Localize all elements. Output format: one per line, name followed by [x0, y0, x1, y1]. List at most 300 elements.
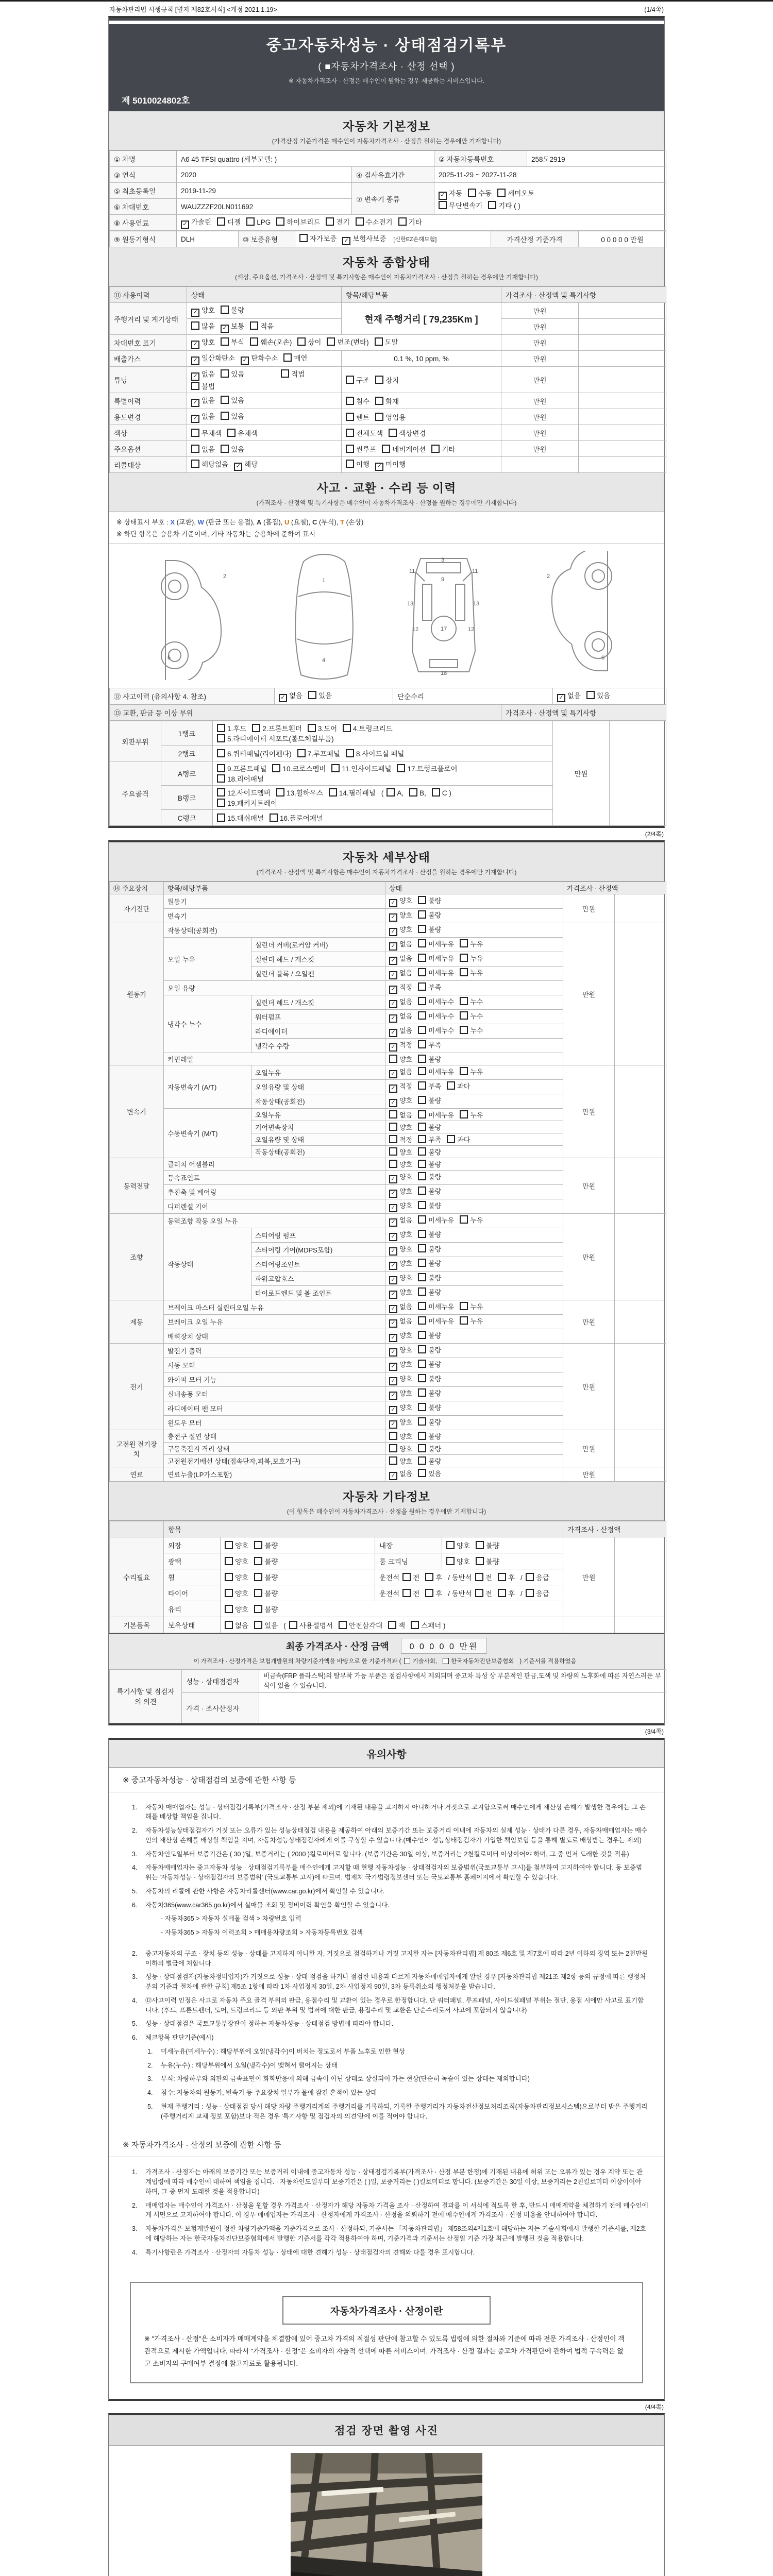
checkbox-checked[interactable] — [389, 1305, 397, 1313]
checkbox-unchecked[interactable] — [343, 724, 351, 732]
checkbox-unchecked[interactable] — [418, 1187, 426, 1195]
checkbox-unchecked[interactable] — [402, 1589, 411, 1597]
checkbox-unchecked[interactable] — [254, 1621, 262, 1629]
checkbox-option[interactable] — [217, 748, 292, 758]
checkbox-unchecked[interactable] — [418, 1215, 426, 1224]
checkbox-unchecked[interactable] — [446, 1557, 455, 1565]
checkbox-option[interactable] — [346, 748, 404, 758]
checkbox-option[interactable] — [389, 1066, 412, 1078]
checkbox-option[interactable] — [375, 336, 398, 347]
checkbox-option[interactable] — [254, 1540, 278, 1550]
checkbox-option[interactable] — [254, 1556, 278, 1566]
checkbox-unchecked[interactable] — [191, 321, 199, 330]
checkbox-option[interactable] — [217, 216, 241, 227]
checkbox-unchecked[interactable] — [346, 460, 354, 468]
checkbox-option[interactable] — [356, 216, 393, 227]
checkbox-option[interactable] — [439, 188, 462, 200]
checkbox-option[interactable] — [388, 1620, 405, 1630]
checkbox-option[interactable] — [389, 1147, 412, 1157]
checkbox-option[interactable] — [389, 1388, 412, 1400]
checkbox-unchecked[interactable] — [386, 788, 395, 796]
checkbox-unchecked[interactable] — [191, 445, 199, 453]
checkbox-unchecked[interactable] — [225, 1589, 233, 1597]
checkbox-option[interactable] — [460, 1215, 483, 1225]
checkbox-option[interactable] — [375, 375, 399, 385]
checkbox-checked[interactable] — [389, 1319, 397, 1328]
checkbox-option[interactable] — [389, 1330, 412, 1342]
checkbox-checked[interactable] — [389, 1363, 397, 1371]
checkbox-option[interactable] — [418, 1172, 441, 1181]
checkbox-checked[interactable] — [342, 237, 350, 245]
checkbox-option[interactable] — [225, 1620, 248, 1630]
checkbox-checked[interactable] — [389, 1204, 397, 1212]
checkbox-option[interactable] — [327, 336, 368, 347]
checkbox-option[interactable] — [468, 188, 492, 198]
checkbox-checked[interactable] — [191, 399, 199, 407]
checkbox-unchecked[interactable] — [389, 429, 397, 437]
checkbox-unchecked[interactable] — [411, 1621, 419, 1629]
checkbox-option[interactable] — [389, 924, 412, 936]
checkbox-option[interactable] — [476, 1540, 499, 1550]
checkbox-unchecked[interactable] — [418, 1374, 426, 1382]
checkbox-option[interactable] — [526, 1588, 549, 1598]
checkbox-option[interactable] — [418, 1122, 441, 1132]
checkbox-option[interactable] — [289, 1620, 333, 1630]
checkbox-option[interactable] — [418, 1444, 441, 1453]
checkbox-option[interactable] — [389, 1456, 412, 1466]
checkbox-unchecked[interactable] — [404, 1658, 410, 1664]
checkbox-option[interactable] — [389, 1081, 412, 1093]
checkbox-option[interactable] — [418, 1110, 454, 1120]
checkbox-checked[interactable] — [389, 986, 397, 994]
checkbox-option[interactable] — [398, 216, 422, 227]
checkbox-unchecked[interactable] — [346, 413, 354, 421]
checkbox-unchecked[interactable] — [418, 1147, 426, 1156]
checkbox-checked[interactable] — [389, 1233, 397, 1241]
checkbox-checked[interactable] — [389, 1247, 397, 1256]
checkbox-unchecked[interactable] — [460, 954, 468, 962]
checkbox-unchecked[interactable] — [447, 1081, 455, 1090]
checkbox-checked[interactable] — [389, 913, 397, 922]
checkbox-unchecked[interactable] — [398, 217, 407, 226]
checkbox-checked[interactable] — [389, 1291, 397, 1299]
checkbox-option[interactable] — [227, 428, 258, 438]
checkbox-unchecked[interactable] — [217, 217, 225, 226]
checkbox-unchecked[interactable] — [418, 1469, 426, 1477]
checkbox-option[interactable] — [389, 1345, 412, 1357]
checkbox-option[interactable] — [191, 411, 215, 423]
checkbox-option[interactable] — [402, 1588, 419, 1598]
checkbox-option[interactable] — [191, 320, 215, 331]
checkbox-checked[interactable] — [375, 463, 383, 471]
checkbox-option[interactable] — [418, 1431, 441, 1441]
checkbox-unchecked[interactable] — [460, 1011, 468, 1020]
checkbox-checked[interactable] — [389, 1334, 397, 1342]
checkbox-option[interactable] — [225, 1540, 248, 1550]
checkbox-unchecked[interactable] — [460, 1215, 468, 1224]
checkbox-option[interactable] — [460, 953, 483, 963]
checkbox-option[interactable] — [389, 1159, 412, 1169]
checkbox-option[interactable] — [181, 216, 211, 229]
checkbox-unchecked[interactable] — [443, 1658, 449, 1664]
checkbox-option[interactable] — [418, 1159, 441, 1169]
checkbox-option[interactable] — [418, 968, 454, 977]
checkbox-option[interactable] — [389, 953, 412, 965]
checkbox-unchecked[interactable] — [418, 1172, 426, 1180]
checkbox-unchecked[interactable] — [250, 321, 258, 330]
checkbox-checked[interactable] — [389, 1218, 397, 1227]
checkbox-option[interactable] — [447, 1134, 470, 1144]
checkbox-option[interactable] — [283, 352, 307, 363]
checkbox-checked[interactable] — [191, 309, 199, 317]
checkbox-option[interactable] — [389, 1040, 412, 1052]
checkbox-unchecked[interactable] — [389, 1160, 397, 1168]
checkbox-checked[interactable] — [389, 1392, 397, 1400]
checkbox-option[interactable] — [526, 1572, 549, 1582]
checkbox-option[interactable] — [418, 1081, 441, 1091]
checkbox-option[interactable] — [418, 1200, 441, 1210]
checkbox-unchecked[interactable] — [389, 1123, 397, 1131]
checkbox-unchecked[interactable] — [217, 734, 225, 742]
checkbox-checked[interactable] — [389, 1070, 397, 1078]
checkbox-option[interactable] — [308, 723, 337, 733]
checkbox-unchecked[interactable] — [375, 397, 383, 405]
checkbox-checked[interactable] — [389, 942, 397, 951]
checkbox-unchecked[interactable] — [418, 1135, 426, 1143]
checkbox-option[interactable] — [191, 368, 215, 381]
checkbox-unchecked[interactable] — [418, 910, 426, 919]
checkbox-unchecked[interactable] — [389, 1444, 397, 1452]
checkbox-option[interactable] — [460, 1316, 483, 1326]
checkbox-checked[interactable] — [389, 1043, 397, 1052]
checkbox-option[interactable] — [191, 336, 215, 349]
checkbox-unchecked[interactable] — [418, 1110, 426, 1118]
checkbox-option[interactable] — [418, 1244, 441, 1253]
checkbox-unchecked[interactable] — [217, 749, 225, 757]
checkbox-unchecked[interactable] — [217, 764, 225, 772]
checkbox-unchecked[interactable] — [339, 1621, 347, 1629]
checkbox-checked[interactable] — [389, 1000, 397, 1008]
checkbox-unchecked[interactable] — [431, 445, 440, 453]
checkbox-unchecked[interactable] — [382, 445, 390, 453]
checkbox-option[interactable] — [234, 459, 258, 471]
checkbox-option[interactable] — [331, 763, 391, 773]
checkbox-option[interactable] — [389, 1316, 412, 1328]
checkbox-unchecked[interactable] — [389, 1147, 397, 1156]
checkbox-unchecked[interactable] — [409, 788, 417, 796]
checkbox-checked[interactable] — [389, 971, 397, 979]
checkbox-option[interactable] — [418, 1417, 441, 1427]
checkbox-option[interactable] — [389, 1011, 412, 1023]
checkbox-unchecked[interactable] — [418, 982, 426, 991]
checkbox-checked[interactable] — [234, 463, 242, 471]
checkbox-unchecked[interactable] — [418, 939, 426, 947]
checkbox-option[interactable] — [191, 459, 228, 469]
checkbox-unchecked[interactable] — [389, 1135, 397, 1143]
checkbox-option[interactable] — [375, 412, 406, 422]
checkbox-option[interactable] — [389, 910, 412, 922]
checkbox-option[interactable] — [389, 1431, 412, 1441]
checkbox-option[interactable] — [250, 320, 274, 331]
checkbox-unchecked[interactable] — [418, 1230, 426, 1238]
checkbox-option[interactable] — [225, 1556, 248, 1566]
checkbox-option[interactable] — [329, 787, 376, 798]
checkbox-checked[interactable] — [191, 372, 199, 381]
checkbox-option[interactable] — [418, 1374, 441, 1383]
checkbox-unchecked[interactable] — [418, 1287, 426, 1296]
checkbox-unchecked[interactable] — [388, 1621, 396, 1629]
checkbox-option[interactable] — [346, 396, 369, 406]
checkbox-unchecked[interactable] — [221, 369, 229, 378]
checkbox-checked[interactable] — [389, 1084, 397, 1093]
checkbox-option[interactable] — [252, 723, 301, 733]
checkbox-option[interactable] — [446, 1540, 470, 1550]
checkbox-option[interactable] — [389, 1134, 412, 1144]
checkbox-unchecked[interactable] — [217, 814, 225, 822]
checkbox-unchecked[interactable] — [418, 1123, 426, 1131]
checkbox-option[interactable] — [432, 788, 451, 797]
checkbox-option[interactable] — [418, 910, 441, 920]
checkbox-checked[interactable] — [389, 1029, 397, 1037]
checkbox-checked[interactable] — [389, 928, 397, 936]
checkbox-option[interactable] — [586, 690, 610, 700]
checkbox-checked[interactable] — [221, 325, 229, 333]
checkbox-option[interactable] — [418, 1402, 441, 1412]
checkbox-unchecked[interactable] — [432, 788, 440, 796]
checkbox-option[interactable] — [276, 787, 323, 798]
checkbox-unchecked[interactable] — [191, 460, 199, 468]
checkbox-unchecked[interactable] — [418, 1432, 426, 1440]
checkbox-option[interactable] — [221, 304, 244, 315]
checkbox-option[interactable] — [460, 1110, 483, 1120]
checkbox-unchecked[interactable] — [254, 1541, 262, 1549]
checkbox-unchecked[interactable] — [418, 1331, 426, 1339]
checkbox-option[interactable] — [411, 1620, 445, 1630]
checkbox-option[interactable] — [418, 1468, 441, 1478]
checkbox-option[interactable] — [389, 1417, 412, 1429]
checkbox-unchecked[interactable] — [418, 1403, 426, 1411]
checkbox-unchecked[interactable] — [297, 337, 306, 346]
checkbox-option[interactable] — [418, 1316, 454, 1326]
checkbox-option[interactable] — [460, 1011, 483, 1021]
checkbox-option[interactable] — [498, 1588, 515, 1598]
checkbox-option[interactable] — [339, 1620, 382, 1630]
checkbox-unchecked[interactable] — [418, 1259, 426, 1267]
checkbox-unchecked[interactable] — [389, 1456, 397, 1465]
checkbox-option[interactable] — [418, 1040, 441, 1049]
checkbox-option[interactable] — [221, 336, 244, 347]
checkbox-option[interactable] — [425, 1572, 442, 1582]
checkbox-option[interactable] — [460, 996, 483, 1006]
checkbox-unchecked[interactable] — [418, 1345, 426, 1353]
checkbox-unchecked[interactable] — [418, 1316, 426, 1325]
checkbox-option[interactable] — [389, 1468, 412, 1480]
checkbox-unchecked[interactable] — [460, 1316, 468, 1325]
checkbox-option[interactable] — [217, 798, 277, 808]
checkbox-unchecked[interactable] — [468, 189, 476, 197]
checkbox-option[interactable] — [389, 1258, 412, 1270]
checkbox-option[interactable] — [389, 1215, 412, 1227]
checkbox-option[interactable] — [475, 1588, 492, 1598]
checkbox-option[interactable] — [389, 1287, 412, 1299]
checkbox-unchecked[interactable] — [191, 429, 199, 437]
checkbox-unchecked[interactable] — [418, 1160, 426, 1168]
checkbox-option[interactable] — [418, 1095, 441, 1105]
checkbox-option[interactable] — [418, 1301, 454, 1311]
checkbox-unchecked[interactable] — [227, 429, 236, 437]
checkbox-unchecked[interactable] — [418, 1417, 426, 1426]
checkbox-unchecked[interactable] — [498, 1589, 506, 1597]
checkbox-option[interactable] — [418, 1025, 454, 1035]
checkbox-option[interactable] — [254, 1588, 278, 1598]
checkbox-option[interactable] — [389, 1200, 412, 1212]
checkbox-option[interactable] — [191, 395, 215, 407]
checkbox-option[interactable] — [221, 411, 244, 421]
checkbox-unchecked[interactable] — [221, 412, 229, 420]
checkbox-unchecked[interactable] — [418, 968, 426, 976]
checkbox-option[interactable] — [389, 1273, 412, 1284]
checkbox-option[interactable] — [425, 1588, 442, 1598]
checkbox-option[interactable] — [446, 1556, 470, 1566]
checkbox-option[interactable] — [225, 1572, 248, 1582]
checkbox-unchecked[interactable] — [356, 217, 364, 226]
checkbox-option[interactable] — [272, 763, 326, 773]
checkbox-option[interactable] — [221, 444, 244, 454]
checkbox-unchecked[interactable] — [331, 764, 340, 772]
checkbox-unchecked[interactable] — [217, 788, 225, 796]
checkbox-unchecked[interactable] — [418, 1011, 426, 1020]
checkbox-option[interactable] — [221, 368, 244, 379]
checkbox-unchecked[interactable] — [299, 234, 308, 242]
checkbox-unchecked[interactable] — [418, 1388, 426, 1397]
checkbox-option[interactable] — [382, 444, 426, 454]
checkbox-option[interactable] — [418, 939, 454, 948]
checkbox-option[interactable] — [389, 1374, 412, 1385]
checkbox-option[interactable] — [375, 396, 399, 406]
checkbox-option[interactable] — [389, 1054, 412, 1064]
checkbox-option[interactable] — [460, 1301, 483, 1311]
checkbox-checked[interactable] — [389, 1262, 397, 1270]
checkbox-option[interactable] — [418, 996, 454, 1006]
checkbox-checked[interactable] — [389, 1175, 397, 1183]
checkbox-option[interactable] — [488, 200, 520, 210]
checkbox-unchecked[interactable] — [488, 201, 496, 209]
checkbox-checked[interactable] — [389, 1099, 397, 1107]
checkbox-unchecked[interactable] — [418, 1026, 426, 1034]
checkbox-checked[interactable] — [389, 1190, 397, 1198]
checkbox-option[interactable] — [254, 1604, 278, 1614]
checkbox-unchecked[interactable] — [270, 814, 278, 822]
checkbox-unchecked[interactable] — [327, 337, 335, 346]
checkbox-option[interactable] — [418, 1258, 441, 1268]
checkbox-option[interactable] — [297, 336, 321, 347]
checkbox-option[interactable] — [221, 320, 244, 333]
checkbox-option[interactable] — [389, 1122, 412, 1132]
checkbox-option[interactable] — [418, 1359, 441, 1369]
checkbox-option[interactable] — [191, 428, 222, 438]
checkbox-option[interactable] — [346, 375, 369, 385]
checkbox-unchecked[interactable] — [402, 1573, 411, 1581]
checkbox-option[interactable] — [397, 763, 457, 773]
checkbox-unchecked[interactable] — [418, 1273, 426, 1281]
checkbox-unchecked[interactable] — [418, 925, 426, 933]
checkbox-option[interactable] — [217, 733, 334, 743]
checkbox-option[interactable] — [389, 1110, 412, 1120]
checkbox-unchecked[interactable] — [252, 724, 260, 732]
checkbox-unchecked[interactable] — [225, 1621, 233, 1629]
checkbox-unchecked[interactable] — [418, 1201, 426, 1209]
checkbox-checked[interactable] — [389, 1348, 397, 1357]
checkbox-checked[interactable] — [389, 957, 397, 965]
checkbox-option[interactable] — [389, 1359, 412, 1371]
checkbox-option[interactable] — [443, 1657, 514, 1665]
checkbox-option[interactable] — [418, 1345, 441, 1354]
checkbox-checked[interactable] — [389, 1420, 397, 1429]
checkbox-unchecked[interactable] — [254, 1573, 262, 1581]
checkbox-unchecked[interactable] — [475, 1573, 483, 1581]
checkbox-unchecked[interactable] — [217, 724, 225, 732]
checkbox-option[interactable] — [217, 763, 266, 773]
checkbox-unchecked[interactable] — [254, 1557, 262, 1565]
checkbox-unchecked[interactable] — [346, 376, 354, 384]
checkbox-unchecked[interactable] — [326, 217, 334, 226]
checkbox-unchecked[interactable] — [246, 217, 255, 226]
checkbox-option[interactable] — [389, 939, 412, 951]
checkbox-unchecked[interactable] — [276, 217, 284, 226]
checkbox-option[interactable] — [418, 1229, 441, 1239]
checkbox-option[interactable] — [418, 953, 454, 963]
checkbox-option[interactable] — [476, 1556, 499, 1566]
checkbox-option[interactable] — [418, 982, 441, 992]
checkbox-unchecked[interactable] — [418, 1444, 426, 1452]
checkbox-checked[interactable] — [557, 694, 565, 702]
checkbox-option[interactable] — [297, 748, 340, 758]
checkbox-option[interactable] — [389, 1444, 412, 1453]
checkbox-unchecked[interactable] — [460, 997, 468, 1005]
checkbox-checked[interactable] — [181, 221, 189, 229]
checkbox-option[interactable] — [191, 304, 215, 317]
checkbox-option[interactable] — [217, 723, 246, 733]
checkbox-checked[interactable] — [389, 1014, 397, 1023]
checkbox-option[interactable] — [346, 428, 383, 438]
checkbox-option[interactable] — [389, 1186, 412, 1198]
checkbox-option[interactable] — [191, 444, 215, 454]
checkbox-unchecked[interactable] — [418, 954, 426, 962]
checkbox-option[interactable] — [254, 1572, 278, 1582]
checkbox-unchecked[interactable] — [375, 337, 383, 346]
checkbox-option[interactable] — [346, 459, 369, 469]
checkbox-unchecked[interactable] — [289, 1621, 297, 1629]
checkbox-option[interactable] — [217, 787, 271, 798]
checkbox-unchecked[interactable] — [460, 939, 468, 947]
checkbox-option[interactable] — [225, 1604, 248, 1614]
checkbox-unchecked[interactable] — [418, 896, 426, 904]
checkbox-option[interactable] — [276, 216, 320, 227]
checkbox-option[interactable] — [498, 1572, 515, 1582]
checkbox-unchecked[interactable] — [281, 369, 289, 378]
checkbox-unchecked[interactable] — [418, 1456, 426, 1465]
checkbox-option[interactable] — [308, 690, 332, 700]
checkbox-option[interactable] — [270, 812, 323, 823]
checkbox-unchecked[interactable] — [476, 1557, 484, 1565]
checkbox-unchecked[interactable] — [418, 1055, 426, 1063]
checkbox-unchecked[interactable] — [460, 1067, 468, 1075]
checkbox-unchecked[interactable] — [191, 382, 199, 390]
checkbox-checked[interactable] — [389, 1276, 397, 1284]
checkbox-option[interactable] — [375, 459, 406, 471]
checkbox-unchecked[interactable] — [526, 1573, 534, 1581]
checkbox-option[interactable] — [389, 996, 412, 1008]
